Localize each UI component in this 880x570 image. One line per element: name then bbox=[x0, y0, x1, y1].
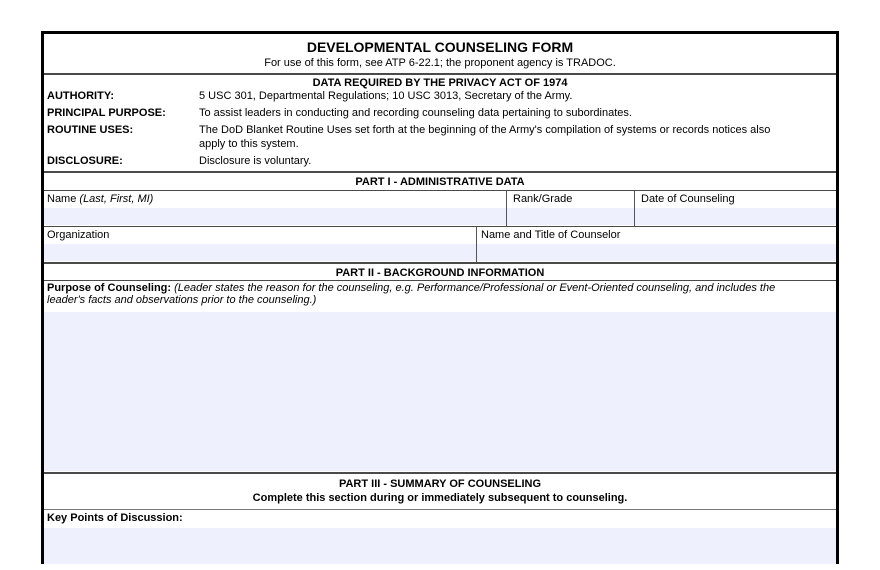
part1-heading: PART I - ADMINISTRATIVE DATA bbox=[355, 176, 525, 188]
purpose-of-counseling-field[interactable] bbox=[44, 312, 836, 471]
routine-uses-text: The DoD Blanket Routine Uses set forth at the beginning of the Army's compilation of systems or records notices also bbox=[199, 124, 771, 136]
disclosure-label: DISCLOSURE: bbox=[47, 155, 123, 167]
name-label: Name (Last, First, MI) bbox=[47, 193, 154, 205]
disclosure-text: Disclosure is voluntary. bbox=[199, 155, 312, 167]
purpose-of-counseling-label: Purpose of Counseling: (Leader states the reason for the counseling, e.g. Performance/Professional or Event-Oriented counseling, and includes the leader's facts and observations prior to the counseling.) bbox=[47, 282, 776, 306]
principal-purpose-label: PRINCIPAL PURPOSE: bbox=[47, 107, 166, 119]
routine-uses-label: ROUTINE USES: bbox=[47, 124, 134, 136]
divider bbox=[44, 472, 836, 474]
divider bbox=[44, 262, 836, 264]
name-field[interactable] bbox=[44, 208, 506, 225]
divider bbox=[44, 73, 836, 75]
authority-label: AUTHORITY: bbox=[47, 90, 115, 102]
key-points-field[interactable] bbox=[44, 528, 836, 564]
divider bbox=[44, 226, 836, 227]
principal-purpose-text: To assist leaders in conducting and recording counseling data pertaining to subordinates. bbox=[199, 107, 632, 119]
rank-grade-label: Rank/Grade bbox=[513, 193, 573, 205]
form-subtitle: For use of this form, see ATP 6-22.1; the proponent agency is TRADOC. bbox=[264, 57, 616, 69]
organization-label: Organization bbox=[47, 229, 110, 241]
routine-uses-text-cont: apply to this system. bbox=[199, 138, 299, 150]
part3-subheading: Complete this section during or immediately subsequent to counseling. bbox=[252, 492, 628, 504]
date-of-counseling-field[interactable] bbox=[635, 208, 836, 225]
privacy-act-heading: DATA REQUIRED BY THE PRIVACY ACT OF 1974 bbox=[312, 77, 568, 89]
divider bbox=[44, 171, 836, 173]
organization-field[interactable] bbox=[44, 244, 476, 261]
rank-grade-field[interactable] bbox=[507, 208, 634, 225]
form-title: DEVELOPMENTAL COUNSELING FORM bbox=[306, 39, 574, 55]
developmental-counseling-form bbox=[41, 31, 839, 564]
authority-text: 5 USC 301, Departmental Regulations; 10 USC 3013, Secretary of the Army. bbox=[199, 90, 573, 102]
divider bbox=[44, 280, 836, 281]
counselor-name-title-field[interactable] bbox=[477, 244, 836, 261]
key-points-label: Key Points of Discussion: bbox=[47, 512, 183, 524]
divider bbox=[44, 509, 836, 510]
divider bbox=[44, 190, 836, 191]
part3-heading: PART III - SUMMARY OF COUNSELING bbox=[338, 478, 542, 490]
date-of-counseling-label: Date of Counseling bbox=[641, 193, 735, 205]
counselor-name-title-label: Name and Title of Counselor bbox=[481, 229, 621, 241]
part2-heading: PART II - BACKGROUND INFORMATION bbox=[335, 267, 545, 279]
